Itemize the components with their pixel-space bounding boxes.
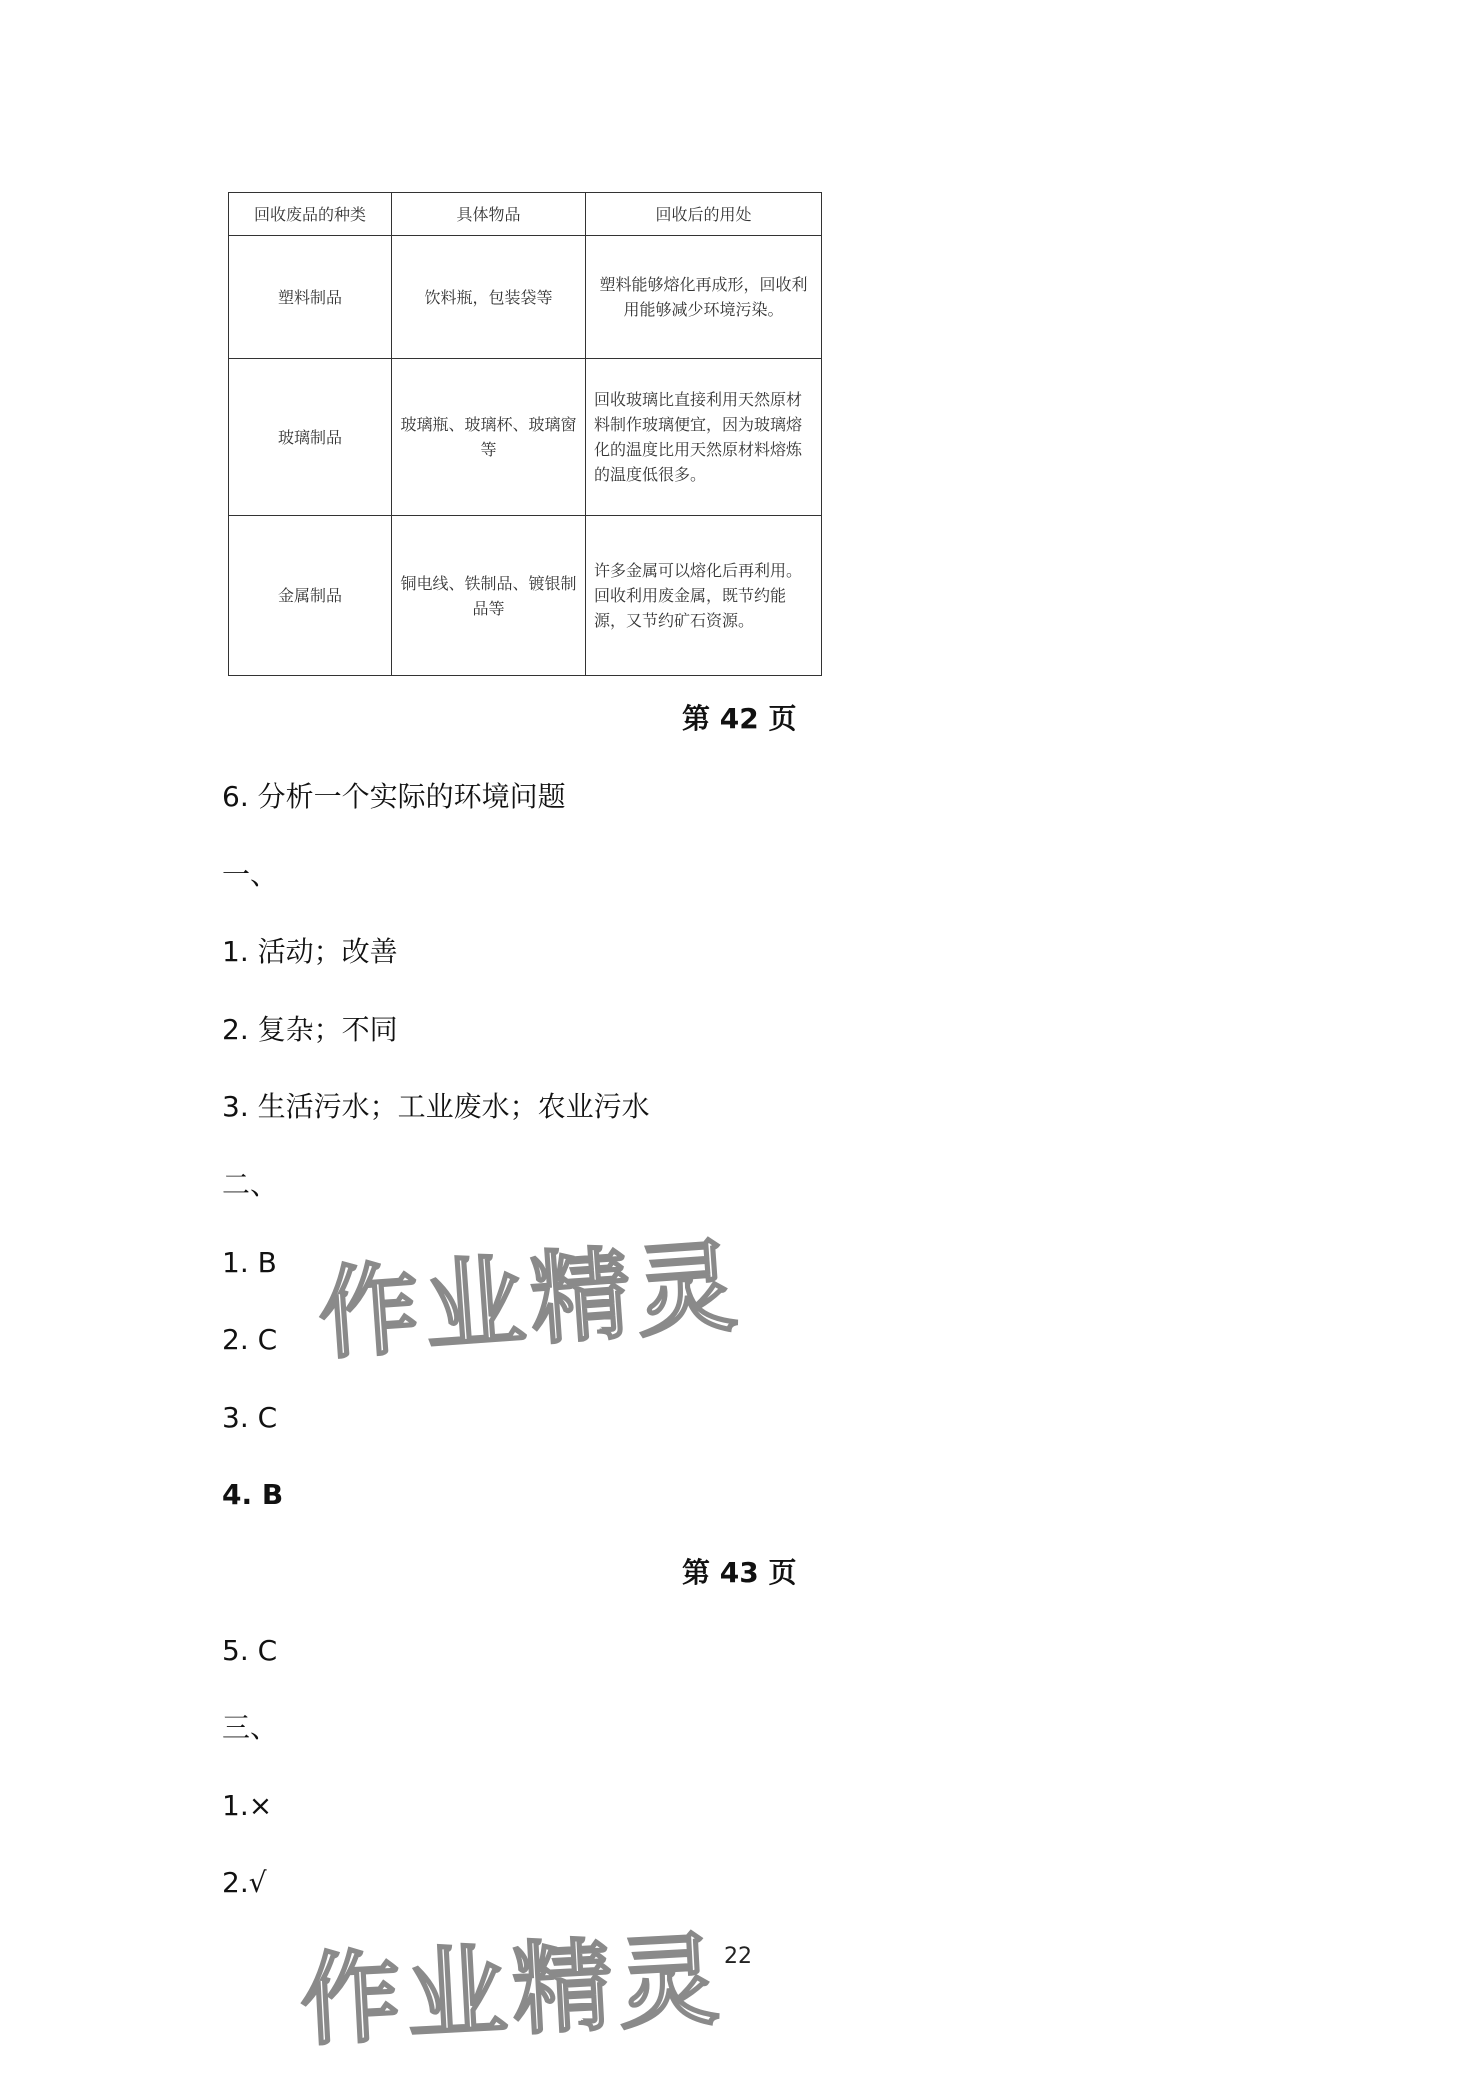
page-heading: 第 43 页 [682,1556,797,1589]
answer-line: 3. 生活污水；工业废水；农业污水 [222,1090,650,1123]
table-cell: 铜电线、铁制品、镀银制品等 [392,516,586,676]
answer-line: 1.× [222,1789,273,1822]
table-cell: 玻璃瓶、玻璃杯、玻璃窗等 [392,359,586,516]
answer-line: 5. C [222,1634,278,1667]
table-cell: 金属制品 [229,516,392,676]
watermark-logo: 作业精灵 [297,1920,728,2061]
table-header: 回收后的用处 [586,193,822,236]
table-cell: 塑料能够熔化再成形，回收利用能够减少环境污染。 [586,236,822,359]
answer-line: 4. B [222,1478,284,1511]
answer-line: 2. 复杂；不同 [222,1013,398,1046]
table-row [229,359,822,516]
table-cell: 许多金属可以熔化后再利用。回收利用废金属，既节约能源，又节约矿石资源。 [586,516,822,676]
table-header: 具体物品 [392,193,586,236]
lesson-title: 6. 分析一个实际的环境问题 [222,780,566,813]
answer-line: 2. C [222,1323,278,1356]
table-cell: 饮料瓶，包装袋等 [392,236,586,359]
table-header: 回收废品的种类 [229,193,392,236]
answer-line: 3. C [222,1401,278,1434]
section-label: 三、 [222,1711,279,1744]
table-cell: 玻璃制品 [229,359,392,516]
section-label: 二、 [222,1168,279,1201]
section-label: 一、 [222,858,279,891]
answer-line: 1. B [222,1246,277,1279]
table-cell: 塑料制品 [229,236,392,359]
page-heading: 第 42 页 [682,702,797,735]
answer-line: 2.√ [222,1866,267,1899]
watermark-logo: 作业精灵 [315,1227,747,1374]
recycling-table [228,192,822,668]
table-row [229,236,822,359]
answer-line: 1. 活动；改善 [222,935,398,968]
table-cell: 回收玻璃比直接利用天然原材料制作玻璃便宜，因为玻璃熔化的温度比用天然原材料熔炼的温度低很多。 [586,359,822,516]
page-number: 22 [724,1944,752,1969]
table-row [229,516,822,676]
